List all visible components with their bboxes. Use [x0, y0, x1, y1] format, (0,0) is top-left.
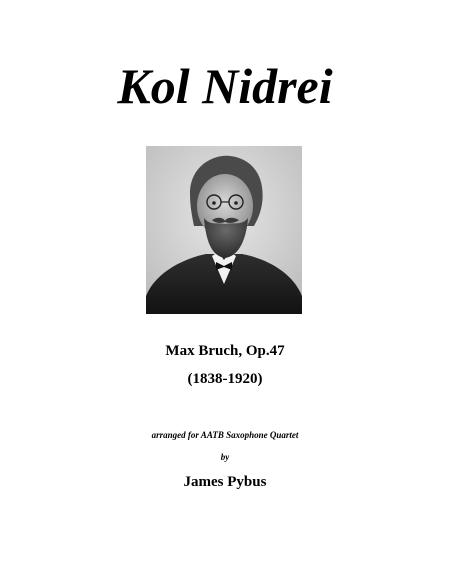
composer-name: Max Bruch, Op.47 — [165, 343, 285, 359]
arranger-name: James Pybus — [183, 474, 267, 490]
score-title: Kol Nidrei — [117, 58, 333, 114]
composer-dates: (1838-1920) — [187, 371, 263, 387]
by-label: by — [220, 452, 230, 462]
composer-portrait — [146, 146, 302, 314]
arrangement-note: arranged for AATB Saxophone Quartet — [151, 430, 299, 440]
